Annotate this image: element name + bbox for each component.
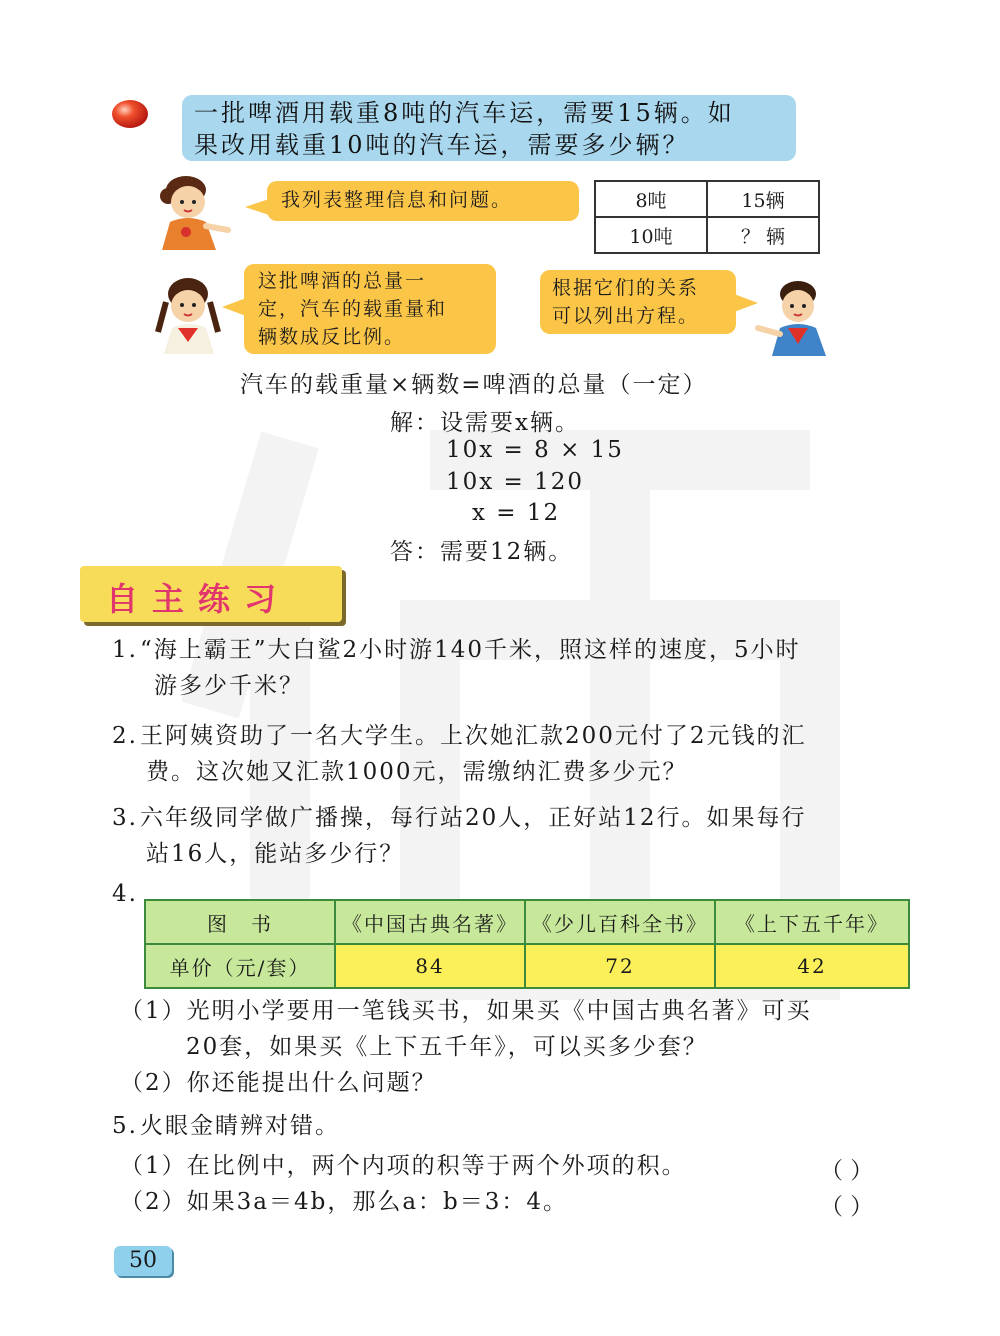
table-cell: 15辆: [707, 181, 819, 217]
exercise-text: 王阿姨资助了一名大学生。上次她汇款200元付了2元钱的汇: [140, 723, 807, 749]
table-header-row: [145, 900, 909, 944]
exercise-number: 2.: [112, 723, 138, 749]
sub-question: （1）光明小学要用一笔钱买书，如果买《中国古典名著》可买: [120, 998, 812, 1024]
section-title: 自主练习: [106, 580, 291, 618]
girl-with-braids-illustration: [150, 272, 230, 354]
bubble-text: 我列表整理信息和问题。: [281, 189, 513, 211]
book-price-table: [144, 899, 910, 989]
equation-result: x = 12: [472, 500, 561, 526]
solution-answer: 答：需要12辆。: [390, 539, 574, 565]
exercise-text: 火眼金睛辨对错。: [140, 1113, 340, 1139]
section-banner: [80, 566, 342, 622]
table-row: [595, 217, 819, 253]
boy-character-illustration: [752, 276, 834, 356]
equation-step: 10x = 120: [446, 469, 585, 495]
exercise-text: 游多少千米？: [154, 673, 304, 699]
speech-bubble-equation: [540, 270, 736, 334]
table-cell: 单价（元/套）: [145, 944, 335, 988]
table-row: [595, 181, 819, 217]
answer-blank[interactable]: （ ）: [820, 1158, 874, 1184]
sub-question: 20套，如果买《上下五千年》，可以买多少套？: [186, 1034, 708, 1060]
equation-step: 10x = 8 × 15: [446, 437, 624, 463]
page-number: 50: [114, 1246, 172, 1276]
table-cell: 72: [525, 944, 715, 988]
table-header-cell: 《中国古典名著》: [335, 900, 525, 944]
table-cell: 10吨: [595, 217, 707, 253]
exercise-text: 六年级同学做广播操，每行站20人，正好站12行。如果每行: [140, 805, 807, 831]
bubble-line: 可以列出方程。: [552, 305, 700, 327]
problem-line-2: 果改用载重10吨的汽车运，需要多少辆？: [194, 131, 690, 159]
exercise-text: 费。这次她又汇款1000元，需缴纳汇费多少元？: [146, 759, 688, 785]
table-header-cell: 图 书: [145, 900, 335, 944]
sub-question: （2）你还能提出什么问题？: [120, 1070, 437, 1096]
speech-bubble-inverse-proportion: [244, 264, 496, 354]
problem-line-1: 一批啤酒用载重8吨的汽车运，需要15辆。如: [194, 99, 735, 127]
solution-setup: 解：设需要x辆。: [390, 410, 580, 436]
apple-icon: [110, 96, 150, 130]
bubble-line: 这批啤酒的总量一: [258, 270, 427, 292]
answer-blank[interactable]: （ ）: [820, 1194, 874, 1220]
exercise-number: 3.: [112, 805, 138, 831]
table-header-cell: 《上下五千年》: [715, 900, 909, 944]
girl-character-illustration: [156, 170, 232, 250]
sub-question: （1）在比例中，两个内项的积等于两个外项的积。: [120, 1153, 687, 1179]
speech-bubble-list-table: [267, 181, 579, 221]
table-cell: 84: [335, 944, 525, 988]
table-cell: 8吨: [595, 181, 707, 217]
table-cell: ？ 辆: [707, 217, 819, 253]
exercise-text: “海上霸王”大白鲨2小时游140千米，照这样的速度，5小时: [140, 637, 801, 663]
relation-statement: 汽车的载重量×辆数=啤酒的总量（一定）: [240, 372, 708, 398]
exercise-text: 站16人，能站多少行？: [146, 841, 405, 867]
bubble-line: 根据它们的关系: [552, 277, 700, 299]
sub-question: （2）如果3a＝4b，那么a：b＝3：4。: [120, 1189, 569, 1215]
exercise-number: 5.: [112, 1113, 138, 1139]
problem-box: [182, 95, 796, 161]
bubble-line: 定，汽车的载重量和: [258, 298, 448, 320]
table-cell: 42: [715, 944, 909, 988]
exercise-number: 1.: [112, 637, 138, 663]
exercise-number: 4.: [112, 881, 138, 907]
info-table: [594, 180, 820, 254]
table-row: [145, 944, 909, 988]
bubble-line: 辆数成反比例。: [258, 326, 406, 348]
table-header-cell: 《少儿百科全书》: [525, 900, 715, 944]
